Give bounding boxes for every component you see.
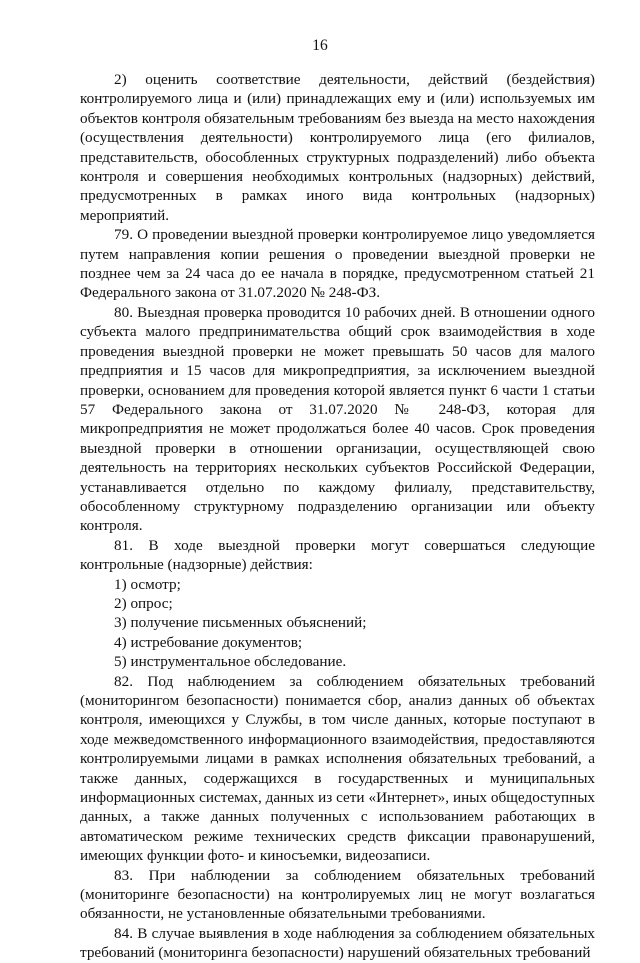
paragraph-81: 81. В ходе выездной проверки могут совершаться следующие контрольные (надзорные) действия: xyxy=(80,536,595,574)
list-item-instrumental: 5) инструментальное обследование. xyxy=(114,653,347,671)
page-number: 16 xyxy=(312,37,328,54)
paragraph-2-item: 2) оценить соответствие деятельности, действий (бездействия) контролируемого лица и (или) принадлежащих ему и (или) используемых им объектов контроля обязательным требованиям без выезда на место нахождения (осуществления деятельности) контролируемого лица (его филиалов, представительств, обособленных структурных подразделений) либо объекта контроля и совершения необходимых контрольных (надзорных) действий, предусмотренных в рамках иного вида контрольных (надзорных) мероприятий. xyxy=(80,71,595,224)
paragraph-84: 84. В случае выявления в ходе наблюдения за соблюдением обязательных требований (мониторинга безопасности) нарушений обязательных требований xyxy=(80,924,595,962)
paragraph-82: 82. Под наблюдением за соблюдением обязательных требований (мониторингом безопасности) понимается сбор, анализ данных об объектах контроля, имеющихся у Службы, в том числе данных, которые поступают в ходе межведомственного информационного взаимодействия, предоставляются контролируемыми лицами в рамках исполнения обязательных требований, а также данных, содержащихся в государственных и муниципальных информационных системах, данных из сети «Интернет», иных общедоступных данных, а также данных полученных с использованием работающих в автоматическом режиме технических средств фиксации правонарушений, имеющих функции фото- и киносъемки, видеозаписи. xyxy=(80,672,595,865)
list-item-explanations: 3) получение письменных объяснений; xyxy=(114,614,367,632)
list-item-survey: 2) опрос; xyxy=(114,594,173,612)
list-item-inspection: 1) осмотр; xyxy=(114,575,181,593)
list-item-documents: 4) истребование документов; xyxy=(114,633,303,651)
document-body xyxy=(80,70,595,963)
paragraph-83: 83. При наблюдении за соблюдением обязательных требований (мониторинге безопасности) на контролируемых лиц не могут возлагаться обязанности, не установленные обязательными требованиями. xyxy=(80,866,595,923)
paragraph-79: 79. О проведении выездной проверки контролируемое лицо уведомляется путем направления копии решения о проведении выездной проверки не позднее чем за 24 часа до ее начала в порядке, предусмотренном статьей 21 Федерального закона от 31.07.2020 № 248-ФЗ. xyxy=(80,226,595,302)
paragraph-80: 80. Выездная проверка проводится 10 рабочих дней. В отношении одного субъекта малого предпринимательства общий срок взаимодействия в ходе проведения выездной проверки не может превышать 50 часов для малого предприятия и 15 часов для микропредприятия, за исключением выездной проверки, основанием для проведения которой является пункт 6 части 1 статьи 57 Федерального закона от 31.07.2020 № 248-ФЗ, которая для микропредприятия не может продолжаться более 40 часов. Срок проведения выездной проверки в отношении организации, осуществляющей свою деятельность на территориях нескольких субъектов Российской Федерации, устанавливается отдельно по каждому филиалу, представительству, обособленному структурному подразделению организации или объекту контроля. xyxy=(80,303,595,535)
